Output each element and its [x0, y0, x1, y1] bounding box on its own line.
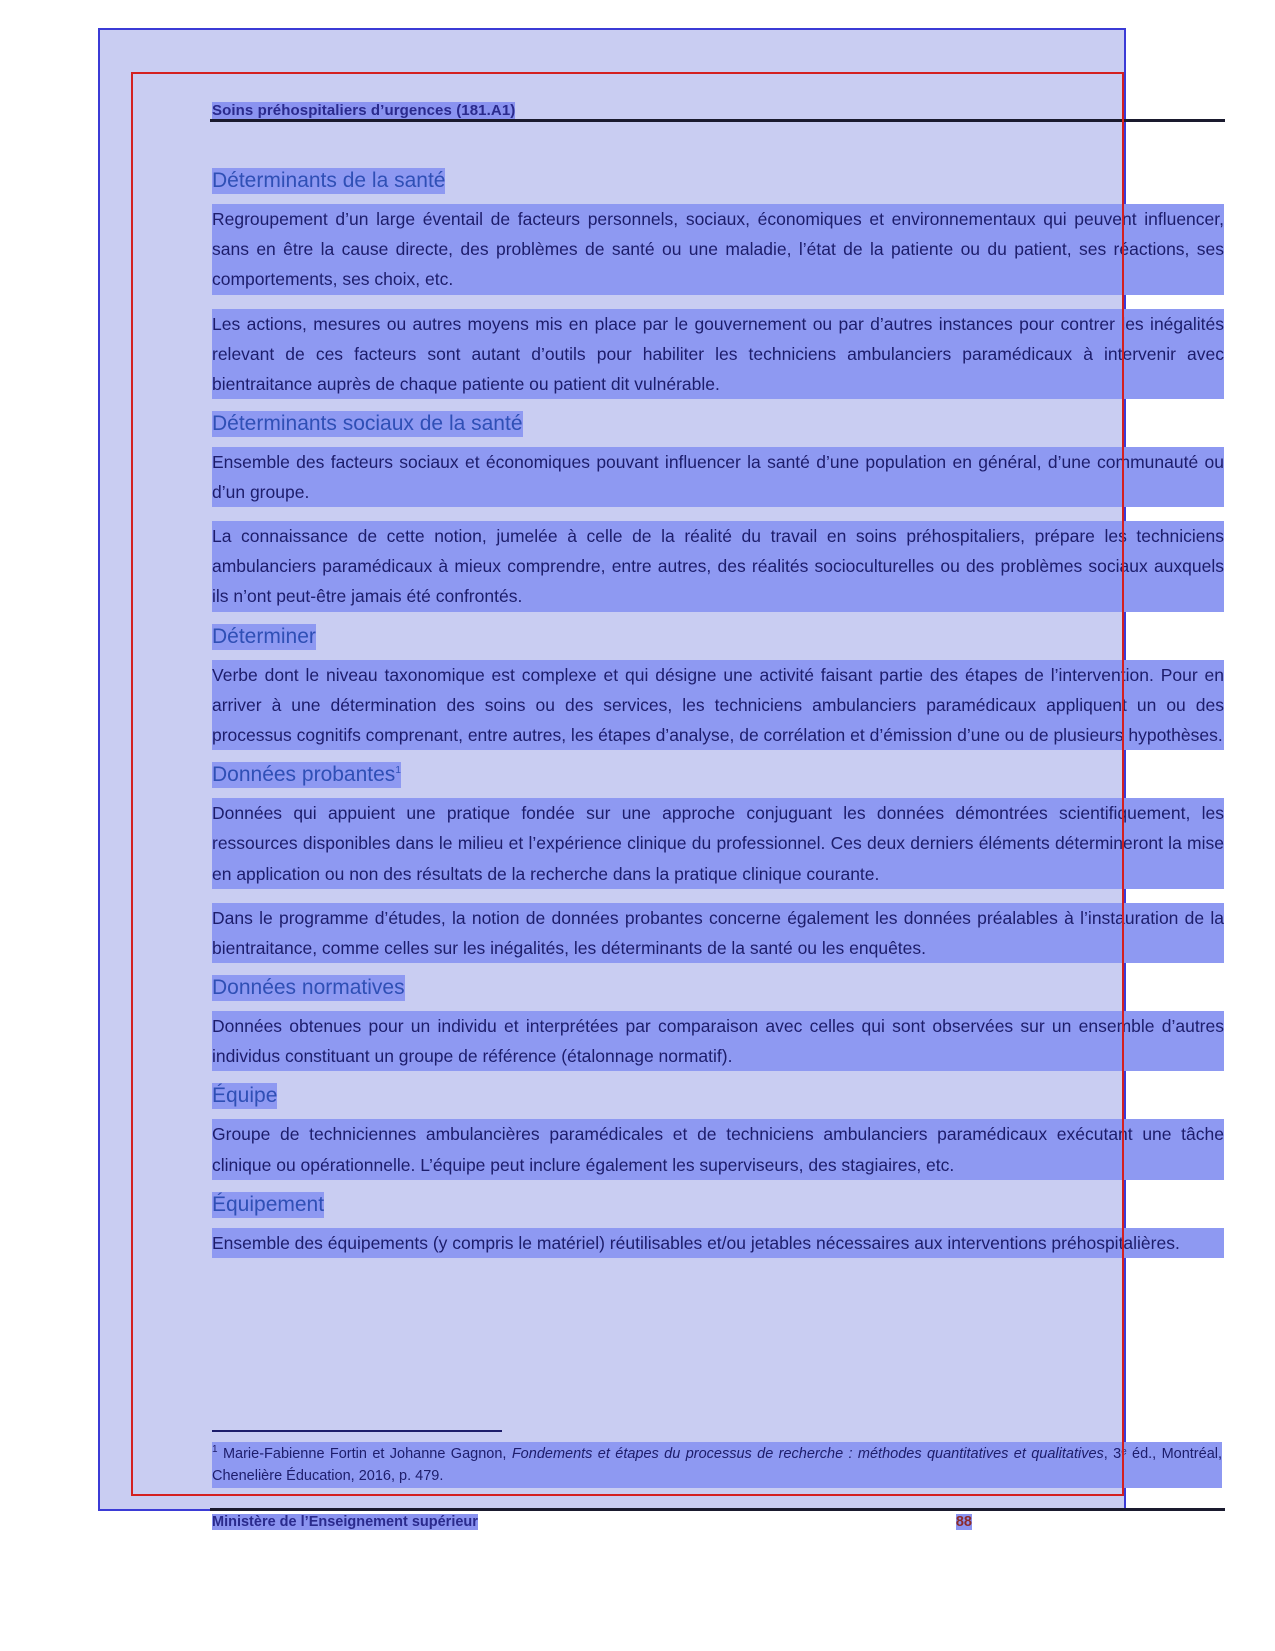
entry-paragraph: Ensemble des équipements (y compris le matériel) réutilisables et/ou jetables nécessaires aux interventions préhospitalières. [212, 1228, 1224, 1258]
entry-paragraph: Données qui appuient une pratique fondée sur une approche conjuguant les données démontrées scientifiquement, les ressources disponibles dans le milieu et l’expérience clinique du professionnel. Ces deux derniers éléments détermineront la mise en application ou non des résultats de la recherche dans la pratique clinique courante. [212, 798, 1224, 888]
footnote-marker: 1 [212, 1444, 218, 1455]
page-number: 88 [955, 1514, 972, 1530]
entry-paragraph: Ensemble des facteurs sociaux et économiques pouvant influencer la santé d’une population en général, d’une communauté ou d’un groupe. [212, 447, 1224, 507]
entry-title: Équipement [212, 1192, 324, 1218]
glossary-entry [212, 1192, 1224, 1258]
glossary-entry [212, 168, 1224, 399]
entry-title: Déterminants sociaux de la santé [212, 411, 523, 437]
footnote-separator [212, 1430, 502, 1432]
entry-paragraph: La connaissance de cette notion, jumelée à celle de la réalité du travail en soins préhospitaliers, prépare les techniciens ambulanciers paramédicaux à mieux comprendre, entre autres, des réalités socioculturelles ou des problèmes sociaux auxquels ils n’ont peut-être jamais été confrontés. [212, 521, 1224, 611]
entry-paragraph: Groupe de techniciennes ambulancières paramédicales et de techniciens ambulanciers paramédicaux exécutant une tâche clinique ou opérationnelle. L’équipe peut inclure également les superviseurs, des stagiaires, etc. [212, 1119, 1224, 1179]
footnote-reference[interactable]: 1 [395, 765, 401, 777]
document-header-title: Soins préhospitaliers d’urgences (181.A1) [212, 102, 516, 119]
entry-paragraph: Les actions, mesures ou autres moyens mis en place par le gouvernement ou par d’autres instances pour contrer les inégalités relevant de ces facteurs sont autant d’outils pour habiliter les techniciens ambulanciers paramédicaux à intervenir avec bientraitance auprès de chaque patiente ou patient dit vulnérable. [212, 309, 1224, 399]
glossary-entry [212, 411, 1224, 612]
footnote-authors: Marie-Fabienne Fortin et Johanne Gagnon, [222, 1445, 507, 1462]
glossary-entry [212, 762, 1224, 963]
entry-paragraph: Verbe dont le niveau taxonomique est complexe et qui désigne une activité faisant partie des étapes de l’intervention. Pour en arriver à une détermination des soins ou des services, les techniciens ambulanciers paramédicaux appliquent un ou des processus cognitifs comprenant, entre autres, les étapes d’analyse, de corrélation et d’émission d’une ou de plusieurs hypothèses. [212, 660, 1224, 750]
glossary-entry [212, 975, 1224, 1071]
entry-title: Données normatives [212, 975, 405, 1001]
entry-title: Déterminants de la santé [212, 168, 445, 194]
entry-title-text: Données probantes [212, 763, 396, 787]
footer-ministry-label: Ministère de l’Enseignement supérieur [212, 1514, 478, 1530]
header-divider [210, 119, 1225, 122]
footer-divider [210, 1508, 1225, 1511]
entry-paragraph: Dans le programme d’études, la notion de données probantes concerne également les données préalables à l’instauration de la bientraitance, comme celles sur les inégalités, les déterminants de la santé ou les enquêtes. [212, 903, 1224, 963]
document-body [212, 168, 1224, 1270]
footnote-title: Fondements et étapes du processus de recherche : méthodes quantitatives et qualitatives [511, 1445, 1104, 1462]
entry-paragraph: Regroupement d’un large éventail de facteurs personnels, sociaux, économiques et environnementaux qui peuvent influencer, sans en être la cause directe, des problèmes de santé ou une maladie, l’état de la patiente ou du patient, ses réactions, ses comportements, ses choix, etc. [212, 204, 1224, 294]
entry-title [212, 762, 401, 788]
document-page [98, 28, 1224, 1530]
glossary-entry [212, 1083, 1224, 1179]
entry-title: Déterminer [212, 624, 316, 650]
entry-paragraph: Données obtenues pour un individu et interprétées par comparaison avec celles qui sont observées sur un ensemble d’autres individus constituant un groupe de référence (étalonnage normatif). [212, 1011, 1224, 1071]
glossary-entry [212, 624, 1224, 751]
footnote-rest: , 3ᵉ éd., Montréal, Chenelière Éducation, 2016, p. 479. [212, 1445, 1223, 1485]
footnote [212, 1442, 1222, 1488]
entry-title: Équipe [212, 1083, 277, 1109]
